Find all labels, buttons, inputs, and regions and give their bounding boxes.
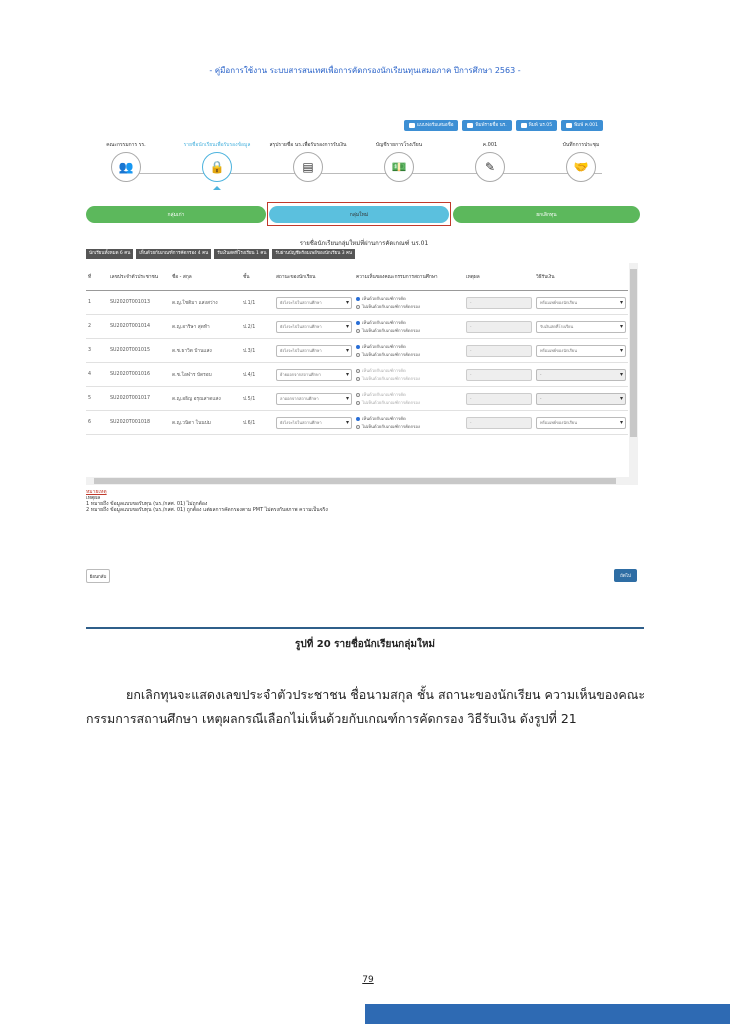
cell-no: 3	[86, 339, 108, 363]
printer-icon	[467, 123, 473, 128]
badge-cash: รับเงินสดที่โรงเรียน 1 คน	[214, 249, 269, 259]
opinion-disagree-option[interactable]: ไม่เห็นด้วยกับเกณฑ์การคัดกรอง	[356, 423, 462, 430]
col-opinion: ความเห็นของคณะกรรมการสถานศึกษา	[354, 263, 464, 291]
cell-payment	[534, 339, 628, 363]
print-nr05-button[interactable]: พิมพ์ นร.05	[516, 120, 557, 131]
col-payment: วิธีรับเงิน	[534, 263, 628, 291]
badge-promptpay: รับผ่านบัญชีพร้อมเพย์ของนักเรียน 3 คน	[272, 249, 355, 259]
cell-id: SU2020T001017	[108, 387, 170, 411]
col-grade: ชั้น	[241, 263, 274, 291]
payment-select[interactable]: พร้อมเพย์ของนักเรียน ▾	[536, 297, 626, 309]
cell-opinion	[354, 291, 464, 315]
cell-id: SU2020T001015	[108, 339, 170, 363]
active-step-indicator	[213, 186, 221, 190]
printer-icon	[521, 123, 527, 128]
radio-icon[interactable]	[356, 401, 360, 405]
opinion-radio-group	[356, 295, 462, 310]
cell-status	[274, 363, 354, 387]
highlight-box	[267, 202, 451, 226]
opinion-disagree-option[interactable]: ไม่เห็นด้วยกับเกณฑ์การคัดกรอง	[356, 303, 462, 310]
cell-name: ด.ช.ธาวิต บ้านแสง	[170, 339, 241, 363]
payment-select[interactable]: - ▾	[536, 393, 626, 405]
cell-name: ด.ญ.โชติมา แสงสว่าง	[170, 291, 241, 315]
handshake-icon: 🤝	[566, 152, 596, 182]
tab-new-group[interactable]: กลุ่มใหม่	[269, 206, 449, 223]
radio-icon[interactable]	[356, 329, 360, 333]
cell-reason	[464, 411, 534, 435]
cell-status	[274, 291, 354, 315]
summary-badges	[86, 249, 355, 259]
next-button[interactable]: ถัดไป	[614, 569, 637, 582]
radio-icon[interactable]	[356, 417, 360, 421]
opinion-disagree-option[interactable]: ไม่เห็นด้วยกับเกณฑ์การคัดกรอง	[356, 375, 462, 382]
col-id: เลขประจำตัวประชาชน	[108, 263, 170, 291]
step-committee[interactable]: คณะกรรมการ รร. 👥	[80, 140, 172, 182]
status-select[interactable]: ยังไงจะไปในสถานศึกษา ▾	[276, 417, 352, 429]
status-select[interactable]: ยังไงจะไปในสถานศึกษา ▾	[276, 321, 352, 333]
table-row	[86, 291, 628, 315]
cell-payment	[534, 291, 628, 315]
radio-icon[interactable]	[356, 425, 360, 429]
vertical-scrollbar[interactable]	[629, 263, 638, 481]
col-name: ชื่อ - สกุล	[170, 263, 241, 291]
back-button[interactable]: ย้อนกลับ	[86, 569, 110, 583]
list-icon: ▤	[293, 152, 323, 182]
cell-grade: ป.2/1	[241, 315, 274, 339]
cell-opinion	[354, 315, 464, 339]
printer-icon	[409, 123, 415, 128]
radio-icon[interactable]	[356, 345, 360, 349]
cell-grade: ป.6/1	[241, 411, 274, 435]
status-select[interactable]: ยังไงจะไปในสถานศึกษา ▾	[276, 297, 352, 309]
print-form-button[interactable]: แบบฟอร์มเสนอชื่อ	[404, 120, 458, 131]
table-row	[86, 411, 628, 435]
opinion-agree-option[interactable]: เห็นด้วยกับเกณฑ์การคัด	[356, 295, 462, 302]
status-select[interactable]: ลาออกจากสถานศึกษา ▾	[276, 393, 352, 405]
step-school-account[interactable]: บัญชีรายการโรงเรียน 💵	[353, 140, 445, 182]
opinion-agree-option[interactable]: เห็นด้วยกับเกณฑ์การคัด	[356, 391, 462, 398]
cell-grade: ป.3/1	[241, 339, 274, 363]
table-row	[86, 315, 628, 339]
cell-reason	[464, 315, 534, 339]
table-header-row	[86, 263, 628, 291]
opinion-radio-group	[356, 319, 462, 334]
cell-id: SU2020T001013	[108, 291, 170, 315]
list-title: รายชื่อนักเรียนกลุ่มใหม่ที่ผ่านการคัดเกณฑ์ นร.01	[299, 240, 429, 247]
wizard-steps	[86, 140, 642, 200]
group-icon: 👥	[111, 152, 141, 182]
cell-name: ด.ญ.อาริษา สุดท้า	[170, 315, 241, 339]
cell-reason	[464, 291, 534, 315]
opinion-radio-group	[356, 343, 462, 358]
radio-icon[interactable]	[356, 377, 360, 381]
payment-select[interactable]: พร้อมเพย์ของนักเรียน ▾	[536, 417, 626, 429]
reason-input[interactable]: -	[466, 321, 532, 333]
reason-input[interactable]: -	[466, 417, 532, 429]
opinion-disagree-option[interactable]: ไม่เห็นด้วยกับเกณฑ์การคัดกรอง	[356, 351, 462, 358]
cell-payment	[534, 363, 628, 387]
col-no: ที่	[86, 263, 108, 291]
scroll-thumb[interactable]	[630, 269, 637, 437]
cell-reason	[464, 387, 534, 411]
reason-input[interactable]: -	[466, 369, 532, 381]
cell-grade: ป.5/1	[241, 387, 274, 411]
cell-no: 2	[86, 315, 108, 339]
radio-icon[interactable]	[356, 297, 360, 301]
cell-name: ด.ญ.อธิญ อรุณสาดแสง	[170, 387, 241, 411]
col-status: สถานะของนักเรียน	[274, 263, 354, 291]
cell-no: 6	[86, 411, 108, 435]
cell-opinion	[354, 387, 464, 411]
radio-icon[interactable]	[356, 305, 360, 309]
step-k001[interactable]: ค.001 ✎	[444, 140, 536, 182]
cell-grade: ป.4/1	[241, 363, 274, 387]
radio-icon[interactable]	[356, 393, 360, 397]
badge-agree: เห็นด้วยกับเกณฑ์การคัดกรอง 4 คน	[136, 249, 211, 259]
table-row	[86, 363, 628, 387]
cell-status	[274, 315, 354, 339]
figure-rule	[86, 627, 644, 629]
print-k001-button[interactable]: พิมพ์ ค.001	[561, 120, 603, 131]
cell-status	[274, 339, 354, 363]
payment-select[interactable]: - ▾	[536, 369, 626, 381]
student-table	[86, 263, 628, 435]
tab-cancel-scholarship[interactable]: ยกเลิกทุน	[453, 206, 640, 223]
opinion-agree-option[interactable]: เห็นด้วยกับเกณฑ์การคัด	[356, 367, 462, 374]
opinion-agree-option[interactable]: เห็นด้วยกับเกณฑ์การคัด	[356, 343, 462, 350]
col-reason: เหตุผล	[464, 263, 534, 291]
lock-icon: 🔒	[202, 152, 232, 182]
payment-select[interactable]: พร้อมเพย์ของนักเรียน ▾	[536, 345, 626, 357]
figure-caption: รูปที่ 20 รายชื่อนักเรียนกลุ่มใหม่	[294, 639, 436, 650]
reason-input[interactable]: -	[466, 297, 532, 309]
radio-icon[interactable]	[356, 369, 360, 373]
cell-reason	[464, 339, 534, 363]
reason-input[interactable]: -	[466, 345, 532, 357]
table-row	[86, 387, 628, 411]
cell-no: 4	[86, 363, 108, 387]
horizontal-scrollbar[interactable]	[86, 477, 638, 485]
cell-grade: ป.1/1	[241, 291, 274, 315]
badge-total: นักเรียนทั้งหมด 6 คน	[86, 249, 133, 259]
print-student-list-button[interactable]: พิมพ์รายชื่อ นร.	[462, 120, 511, 131]
radio-icon[interactable]	[356, 353, 360, 357]
money-icon: 💵	[384, 152, 414, 182]
status-select[interactable]: ย้ายออกจากสถานศึกษา ▾	[276, 369, 352, 381]
tab-old-group[interactable]: กลุ่มเก่า	[86, 206, 266, 223]
cell-status	[274, 411, 354, 435]
opinion-radio-group	[356, 367, 462, 382]
opinion-disagree-option[interactable]: ไม่เห็นด้วยกับเกณฑ์การคัดกรอง	[356, 327, 462, 334]
step-summary[interactable]: สรุปรายชื่อ นร.เพื่อรับรองการรับเงิน ▤	[262, 140, 354, 182]
notes: หมายเหตุ เหตุผล 1 หมายถึง ข้อมูลแบบขอรับทุน (นร./กสศ. 01) ไม่ถูกต้อง 2 หมายถึง ข้อมูลแบบขอรับทุน (นร./กสศ. 01) ถูกต้อง แต่ผลการคัดกรองตาม PMT ไม่ตรงกับสภาพ ความเป็นจริง	[86, 489, 328, 513]
opinion-radio-group	[356, 415, 462, 430]
pencil-icon: ✎	[475, 152, 505, 182]
cell-status	[274, 387, 354, 411]
cell-reason	[464, 363, 534, 387]
step-student-list[interactable]: รายชื่อนักเรียนเพื่อรับรองข้อมูล 🔒	[171, 140, 263, 190]
scroll-thumb[interactable]	[94, 478, 616, 484]
payment-select[interactable]: รับเงินสดที่โรงเรียน ▾	[536, 321, 626, 333]
cell-opinion	[354, 411, 464, 435]
body-paragraph: ยกเลิกทุนจะแสดงเลขประจำตัวประชาชน ชื่อนามสกุล ชั้น สถานะของนักเรียน ความเห็นของคณะกรรมการสถานศึกษา เหตุผลกรณีเลือกไม่เห็นด้วยกับเกณฑ์การคัดกรอง วิธีรับเงิน ดังรูปที่ 21	[86, 687, 646, 726]
cell-no: 5	[86, 387, 108, 411]
document-header: - คู่มือการใช้งาน ระบบสารสนเทศเพื่อการคัดกรองนักเรียนทุนเสมอภาค ปีการศึกษา 2563 -	[209, 66, 521, 75]
print-toolbar	[404, 120, 603, 131]
printer-icon	[566, 123, 572, 128]
cell-id: SU2020T001016	[108, 363, 170, 387]
cell-payment	[534, 387, 628, 411]
radio-icon[interactable]	[356, 321, 360, 325]
cell-opinion	[354, 363, 464, 387]
cell-payment	[534, 315, 628, 339]
reason-input[interactable]: -	[466, 393, 532, 405]
cell-no: 1	[86, 291, 108, 315]
opinion-agree-option[interactable]: เห็นด้วยกับเกณฑ์การคัด	[356, 319, 462, 326]
cell-id: SU2020T001014	[108, 315, 170, 339]
cell-opinion	[354, 339, 464, 363]
opinion-agree-option[interactable]: เห็นด้วยกับเกณฑ์การคัด	[356, 415, 462, 422]
step-meeting[interactable]: บันทึกการประชุม 🤝	[535, 140, 627, 182]
table-row	[86, 339, 628, 363]
opinion-radio-group	[356, 391, 462, 406]
cell-name: ด.ญ.วนิดา โนนบ่ม	[170, 411, 241, 435]
footer-bar	[365, 1004, 730, 1024]
cell-name: ด.ช.โอฬาร บัดรอบ	[170, 363, 241, 387]
status-select[interactable]: ยังไงจะไปในสถานศึกษา ▾	[276, 345, 352, 357]
cell-id: SU2020T001018	[108, 411, 170, 435]
page-number: 79	[362, 975, 374, 985]
opinion-disagree-option[interactable]: ไม่เห็นด้วยกับเกณฑ์การคัดกรอง	[356, 399, 462, 406]
cell-payment	[534, 411, 628, 435]
